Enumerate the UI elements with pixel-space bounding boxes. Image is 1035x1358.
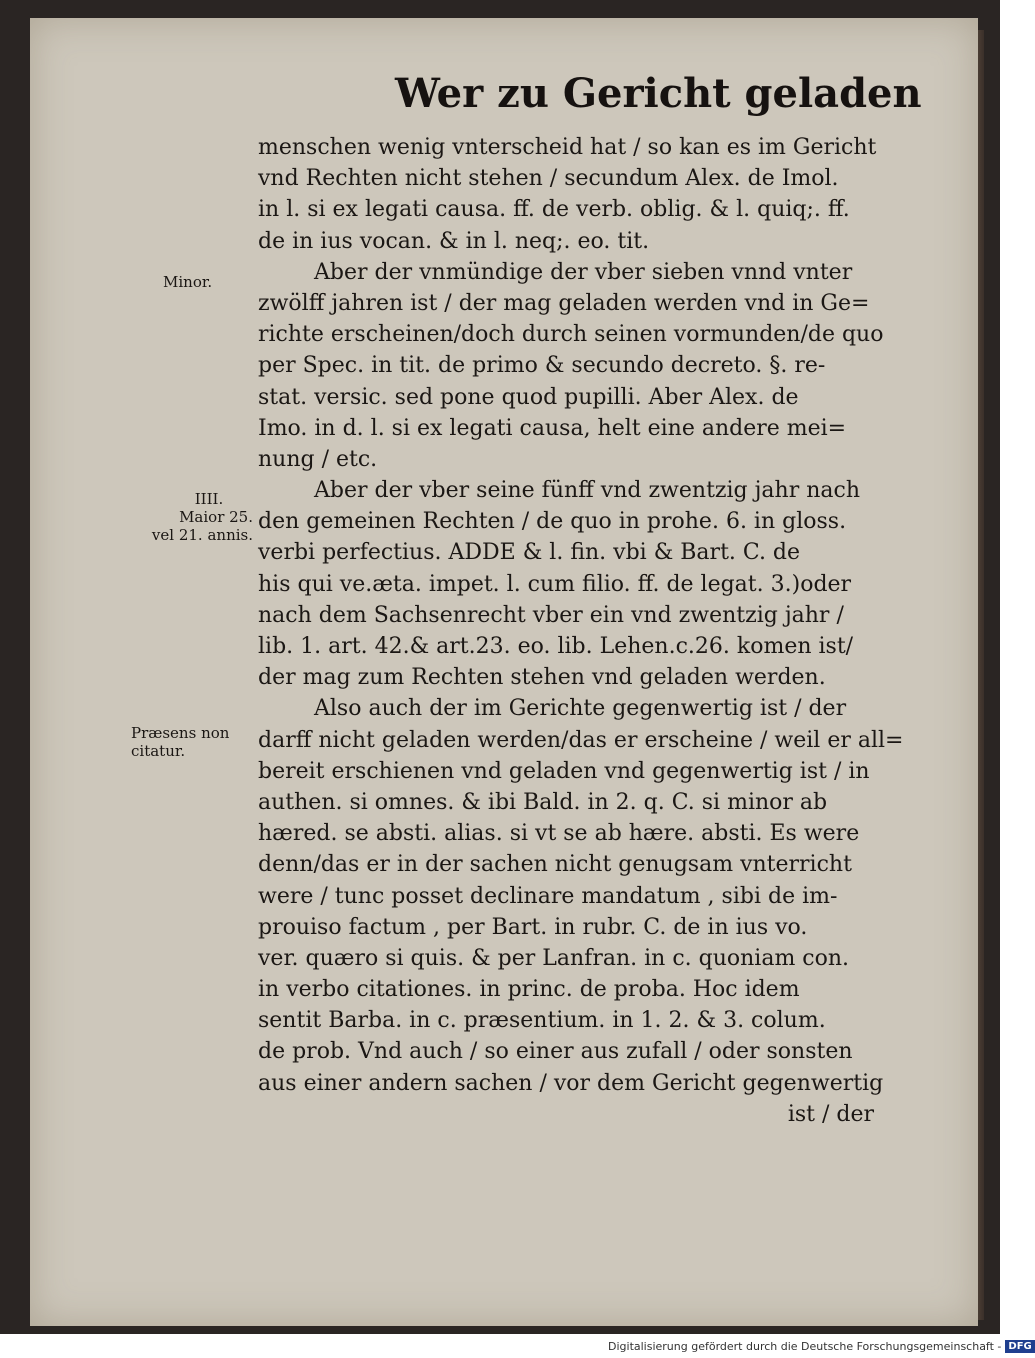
text-line: Aber der vnmündige der vber sieben vnnd vnter [314,259,853,285]
text-line: Imo. in d. l. si ex legati causa, helt eine andere mei= [258,415,847,441]
margin-note-line: citatur. [131,742,186,760]
text-line: stat. versic. sed pone quod pupilli. Aber Alex. de [258,384,799,410]
text-line: per Spec. in tit. de primo & secundo decreto. §. re- [258,353,826,379]
text-line: sentit Barba. in c. præsentium. in 1. 2. & 3. colum. [258,1008,826,1034]
text-line: darff nicht geladen werden/das er erscheine / weil er all= [258,727,904,753]
text-line: prouiso factum , per Bart. in rubr. C. de in ius vo. [258,914,808,940]
text-line: in l. si ex legati causa. ff. de verb. oblig. & l. quiq;. ff. [258,197,850,223]
text-line: de prob. Vnd auch / so einer aus zufall / oder sonsten [258,1039,853,1065]
text-line: verbi perfectius. ADDE & l. fin. vbi & Bart. C. de [258,540,801,566]
text-line: denn/das er in der sachen nicht genugsam vnterricht [258,852,852,878]
text-line: ver. quæro si quis. & per Lanfran. in c. quoniam con. [258,945,850,971]
dfg-logo: DFG [1005,1340,1034,1353]
text-line: lib. 1. art. 42.& art.23. eo. lib. Lehen.c.26. komen ist/ [258,634,854,659]
body-text [258,132,904,1130]
text-line: authen. si omnes. & ibi Bald. in 2. q. C. si minor ab [258,789,828,815]
margin-note-praesens [131,724,229,760]
text-line: Aber der vber seine fünff vnd zwentzig jahr nach [314,478,861,504]
margin-note-line: IIII. [194,490,224,508]
text-line: zwölff jahren ist / der mag geladen werden vnd in Ge= [258,290,870,316]
text-line: de in ius vocan. & in l. neq;. eo. tit. [258,228,650,254]
catchword-line: ist / der [787,1101,874,1127]
text-line: richte erscheinen/doch durch seinen vormunden/de quo [258,322,884,348]
text-line: Also auch der im Gerichte gegenwertig ist / der [314,696,847,722]
footer-credit: Digitalisierung gefördert durch die Deutsche Forschungsgemeinschaft - [608,1339,1002,1353]
text-line: bereit erschienen vnd geladen vnd gegenwertig ist / in [258,758,870,784]
digitization-footer [608,1338,1035,1354]
text-line: den gemeinen Rechten / de quo in prohe. 6. in gloss. [258,509,847,535]
margin-note-line: Præsens non [131,724,230,742]
running-title: Wer zu Gericht geladen [395,70,922,117]
text-line: hæred. se absti. alias. si vt se ab hære. absti. Es were [258,821,860,847]
margin-note-minor: Minor. [163,273,213,291]
text-line: were / tunc posset declinare mandatum , sibi de im- [258,883,838,909]
text-line: nung / etc. [258,446,378,472]
text-line: menschen wenig vnterscheid hat / so kan es im Gericht [258,135,877,160]
text-line: aus einer andern sachen / vor dem Gericht gegenwertig [258,1070,884,1096]
margin-note-line: Maior 25. [179,508,253,526]
text-line: vnd Rechten nicht stehen / secundum Alex. de Imol. [258,166,839,192]
margin-note-line: vel 21. annis. [151,526,253,544]
text-line: his qui ve.æta. impet. l. cum filio. ff. de legat. 3.)oder [258,571,852,597]
text-line: in verbo citationes. in princ. de proba. Hoc idem [258,977,800,1003]
text-line: der mag zum Rechten stehen vnd geladen werden. [258,665,826,691]
margin-note-maior [135,490,253,544]
text-line: nach dem Sachsenrecht vber ein vnd zwentzig jahr / [258,602,844,628]
